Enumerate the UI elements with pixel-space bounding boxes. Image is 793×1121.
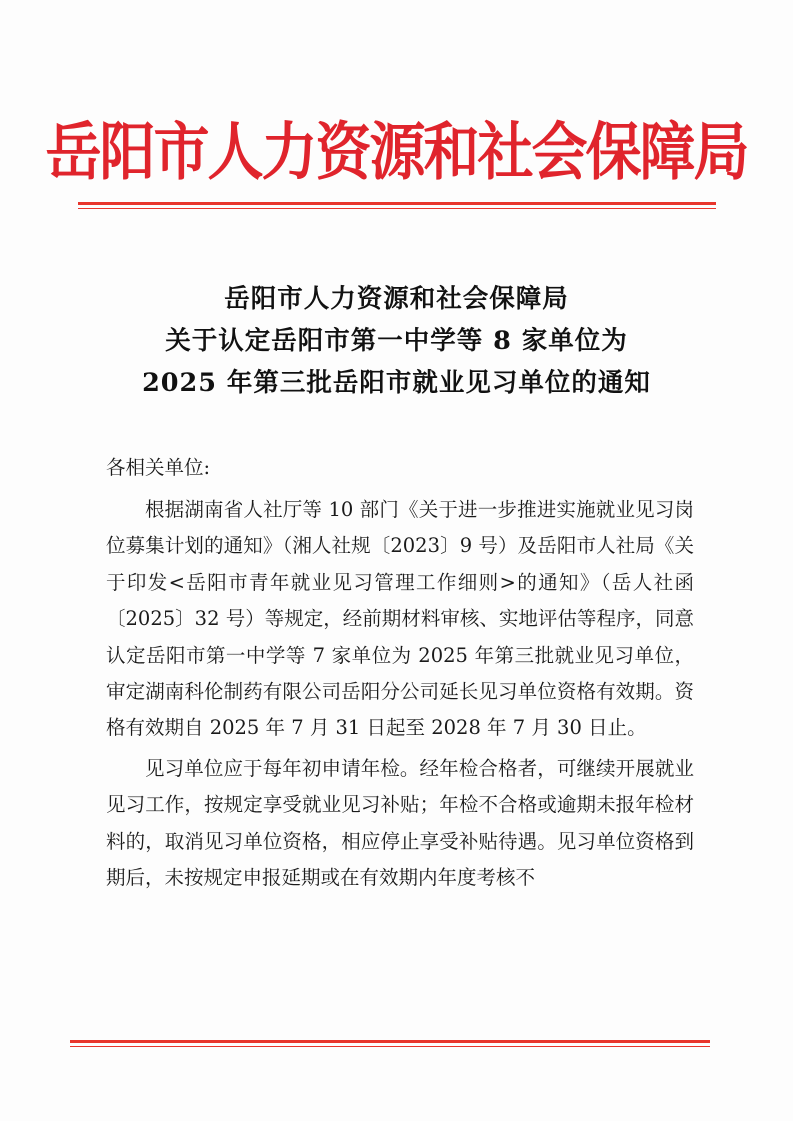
paragraph-2: 见习单位应于每年初申请年检。经年检合格者，可继续开展就业见习工作，按规定享受就业见习补贴；年检不合格或逾期未报年检材料的，取消见习单位资格，相应停止享受补贴待遇。见习单位资格到期后，未按规定申报延期或在有效期内年度考核不	[106, 756, 694, 890]
document-title	[0, 278, 793, 404]
document-body	[106, 448, 694, 896]
paragraph-1: 根据湖南省人社厅等 10 部门《关于进一步推进实施就业见习岗位募集计划的通知》（湘人社规〔2023〕9 号）及岳阳市人社局《关于印发<岳阳市青年就业见习管理工作细则>的通知》（岳人社函〔2025〕32 号）等规定，经前期材料审核、实地评估等程序，同意认定岳阳市第一中学等 7 家单位为 2025 年第三批就业见习单位，审定湖南科伦制药有限公司岳阳分公司延长见习单位资格有效期。资格有效期自 2025 年 7 月 31 日起至 2028 年 7 月 30 日止。	[106, 498, 694, 740]
footer-red-rule	[70, 1040, 710, 1047]
agency-masthead: 岳阳市人力资源和社会保障局	[45, 115, 748, 189]
header-red-rule	[78, 202, 716, 209]
title-line-3: 2025 年第三批岳阳市就业见习单位的通知	[142, 368, 651, 398]
salutation: 各相关单位:	[106, 456, 211, 479]
title-line-2: 关于认定岳阳市第一中学等 8 家单位为	[165, 326, 628, 356]
title-line-1: 岳阳市人力资源和社会保障局	[224, 284, 569, 314]
